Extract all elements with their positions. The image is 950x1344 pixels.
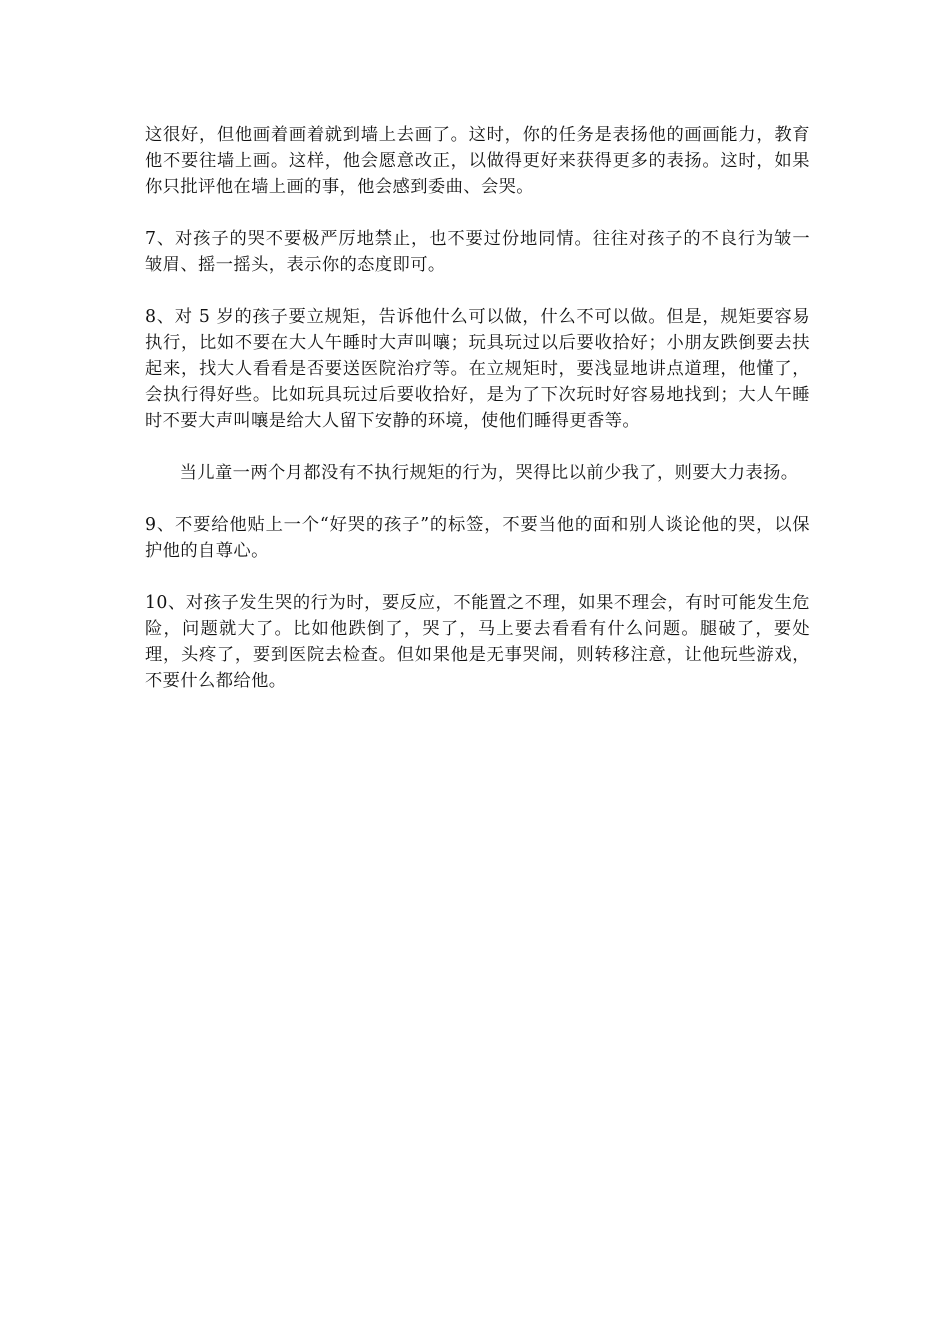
paragraph-item-7: 7、对孩子的哭不要极严厉地禁止，也不要过份地同情。往往对孩子的不良行为皱一皱眉、摇一摇头，表示你的态度即可。 [145,229,810,275]
paragraph-item-8: 8、对 5 岁的孩子要立规矩，告诉他什么可以做，什么不可以做。但是，规矩要容易执行，比如不要在大人午睡时大声叫嚷；玩具玩过以后要收拾好；小朋友跌倒要去扶起来，找大人看看是否要送医院治疗等。在立规矩时，要浅显地讲点道理，他懂了，会执行得好些。比如玩具玩过后要收拾好，是为了下次玩时好容易地找到；大人午睡时不要大声叫嚷是给大人留下安静的环境，使他们睡得更香等。 [145,307,810,431]
paragraph-praise-drawing: 这很好，但他画着画着就到墙上去画了。这时，你的任务是表扬他的画画能力，教育他不要往墙上画。这样，他会愿意改正，以做得更好来获得更多的表扬。这时，如果你只批评他在墙上画的事，他会感到委曲、会哭。 [145,125,810,197]
paragraph-item-10: 10、对孩子发生哭的行为时，要反应，不能置之不理，如果不理会，有时可能发生危险，问题就大了。比如他跌倒了，哭了，马上要去看看有什么问题。腿破了，要处理，头疼了，要到医院去检查。但如果他是无事哭闹，则转移注意，让他玩些游戏，不要什么都给他。 [145,593,810,691]
paragraph-item-9: 9、不要给他贴上一个“好哭的孩子”的标签，不要当他的面和别人谈论他的哭，以保护他的自尊心。 [145,515,810,561]
document-body [145,122,810,720]
paragraph-praise-note: 当儿童一两个月都没有不执行规矩的行为，哭得比以前少我了，则要大力表扬。 [179,463,799,483]
